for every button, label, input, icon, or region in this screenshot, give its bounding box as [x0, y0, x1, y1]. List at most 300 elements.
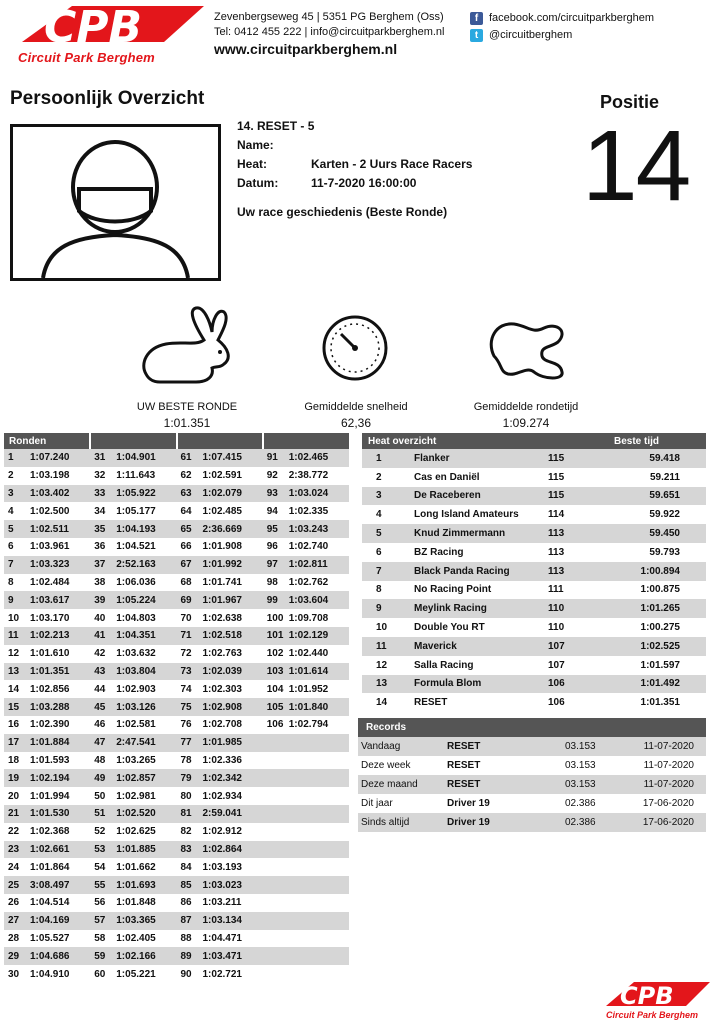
lap-row: [4, 574, 349, 592]
lap-count: 115: [548, 468, 608, 487]
lap-time: 1:02.581: [116, 719, 156, 731]
lap-cell: [90, 716, 176, 734]
lap-number: 48: [94, 754, 106, 766]
twitter-link[interactable]: @circuitberghem: [489, 29, 573, 41]
lap-number: 60: [94, 968, 106, 980]
lap-cell: [4, 787, 90, 805]
lap-number: 75: [180, 701, 192, 713]
lap-number: 8: [8, 576, 14, 588]
facebook-link[interactable]: facebook.com/circuitparkberghem: [489, 12, 655, 24]
lap-time: 2:36.669: [202, 523, 242, 535]
best-time: 1:02.525: [608, 637, 706, 656]
lap-time: 1:02.368: [30, 826, 70, 838]
lap-time: 1:02.591: [202, 470, 242, 482]
lap-cell: [263, 769, 349, 787]
lap-number: 31: [94, 452, 106, 464]
lap-row: [4, 520, 349, 538]
lap-number: 83: [180, 843, 192, 855]
lap-time: 1:01.967: [202, 594, 242, 606]
best-time: 1:01.597: [608, 656, 706, 675]
lap-time: 1:01.848: [116, 897, 156, 909]
lap-time: 1:02.079: [202, 487, 242, 499]
lap-number: 81: [180, 808, 192, 820]
heat-position: 5: [362, 524, 414, 543]
lap-time: 1:01.530: [30, 808, 70, 820]
lap-number: 50: [94, 790, 106, 802]
lap-time: 1:03.265: [116, 754, 156, 766]
lap-row: [4, 591, 349, 609]
record-time: 03.153: [565, 756, 635, 775]
lap-count: 106: [548, 693, 608, 712]
lap-cell: [263, 734, 349, 752]
lap-cell: [177, 841, 263, 859]
lap-row: [4, 841, 349, 859]
lap-cell: [263, 698, 349, 716]
address: Zevenbergseweg 45 | 5351 PG Berghem (Oss): [214, 11, 444, 23]
lap-number: 63: [180, 487, 192, 499]
lap-number: 28: [8, 932, 20, 944]
heat-row: [362, 581, 706, 600]
lap-time: 1:02.465: [288, 452, 329, 464]
driver-title: 14. RESET - 5: [237, 118, 315, 133]
lap-cell: [177, 467, 263, 485]
lap-cell: [177, 912, 263, 930]
lap-cell: [90, 467, 176, 485]
lap-number: 58: [94, 932, 106, 944]
lap-row: [4, 645, 349, 663]
lap-number: 64: [180, 505, 192, 517]
name-label: Name:: [237, 137, 274, 152]
lap-row: [4, 805, 349, 823]
lap-number: 61: [180, 452, 192, 464]
lap-time: 1:02.661: [30, 843, 70, 855]
lap-row: [4, 912, 349, 930]
heat-position: 8: [362, 581, 414, 600]
best-time: 1:01.265: [608, 599, 706, 618]
lap-number: 90: [180, 968, 192, 980]
lap-number: 4: [8, 505, 14, 517]
lap-cell: [177, 627, 263, 645]
datum-value: 11-7-2020 16:00:00: [311, 175, 417, 190]
lap-cell: [90, 520, 176, 538]
lap-cell: [177, 645, 263, 663]
lap-row: [4, 734, 349, 752]
lap-cell: [4, 467, 90, 485]
lap-number: 25: [8, 879, 20, 891]
lap-number: 79: [180, 772, 192, 784]
lap-time: 1:02.500: [30, 505, 70, 517]
best-time: 59.450: [608, 524, 706, 543]
lap-number: 80: [180, 790, 192, 802]
best-time: 59.793: [608, 543, 706, 562]
lap-time: 1:01.992: [202, 559, 242, 571]
lap-number: 69: [180, 594, 192, 606]
lap-time: 1:02.405: [116, 932, 156, 944]
lap-cell: [4, 520, 90, 538]
lap-time: 1:03.211: [202, 897, 242, 909]
record-period: Deze maand: [358, 775, 447, 794]
lap-cell: [4, 734, 90, 752]
team-name: No Racing Point: [414, 581, 548, 600]
heat-header: Heat overzicht: [362, 433, 608, 449]
lap-cell: [263, 591, 349, 609]
record-period: Vandaag: [358, 737, 447, 756]
heat-position: 13: [362, 675, 414, 694]
lap-number: 47: [94, 737, 106, 749]
record-time: 03.153: [565, 775, 635, 794]
lap-cell: [263, 841, 349, 859]
record-date: 17-06-2020: [635, 794, 706, 813]
lap-number: 32: [94, 470, 106, 482]
lap-time: 1:02.336: [202, 754, 242, 766]
lap-cell: [263, 787, 349, 805]
lap-number: 49: [94, 772, 106, 784]
lap-cell: [177, 876, 263, 894]
lap-number: 19: [8, 772, 20, 784]
lap-number: 94: [266, 505, 278, 517]
lap-time: 1:02.864: [202, 843, 242, 855]
lap-cell: [4, 841, 90, 859]
lap-cell: [4, 485, 90, 503]
lap-time: 1:03.288: [30, 701, 70, 713]
lap-time: 1:05.922: [116, 487, 156, 499]
lap-count: 110: [548, 599, 608, 618]
lap-time: 1:03.126: [116, 701, 156, 713]
lap-time: 1:02.342: [202, 772, 242, 784]
heat-position: 6: [362, 543, 414, 562]
lap-time: 1:07.415: [202, 452, 242, 464]
lap-time: 1:02.857: [116, 772, 156, 784]
lap-time: 1:03.402: [30, 487, 70, 499]
lap-number: 101: [266, 630, 284, 642]
lap-cell: [90, 485, 176, 503]
record-period: Sinds altijd: [358, 813, 447, 832]
website-link[interactable]: www.circuitparkberghem.nl: [214, 41, 398, 57]
lap-cell: [90, 894, 176, 912]
lap-cell: [4, 645, 90, 663]
lap-cell: [263, 663, 349, 681]
lap-number: 57: [94, 915, 106, 927]
lap-time: 1:02.166: [116, 950, 156, 962]
lap-time: 1:03.243: [288, 523, 329, 535]
lap-number: 100: [266, 612, 284, 624]
lap-number: 84: [180, 861, 192, 873]
lap-number: 44: [94, 683, 106, 695]
lap-time: 1:02.794: [288, 719, 329, 731]
lap-row: [4, 752, 349, 770]
logo-cpb-text: CPB: [44, 2, 143, 53]
lap-number: 46: [94, 719, 106, 731]
lap-time: 1:03.604: [288, 594, 329, 606]
lap-time: 1:03.170: [30, 612, 70, 624]
best-time: 1:00.894: [608, 562, 706, 581]
lap-time: 1:01.741: [202, 576, 242, 588]
lap-time: 1:01.884: [30, 737, 70, 749]
lap-time: 2:59.041: [202, 808, 242, 820]
lap-cell: [4, 609, 90, 627]
lap-time: 1:02.335: [288, 505, 329, 517]
lap-cell: [263, 467, 349, 485]
lap-cell: [4, 663, 90, 681]
lap-number: 68: [180, 576, 192, 588]
lap-number: 73: [180, 665, 192, 677]
best-time-header: Beste tijd: [608, 433, 706, 449]
lap-cell: [177, 663, 263, 681]
lap-time: 1:03.365: [116, 915, 156, 927]
lap-time: 1:04.803: [116, 612, 156, 624]
lap-cell: [177, 805, 263, 823]
lap-cell: [177, 752, 263, 770]
lap-time: 2:52.163: [116, 559, 156, 571]
lap-number: 93: [266, 487, 278, 499]
lap-number: 99: [266, 594, 278, 606]
lap-number: 34: [94, 505, 106, 517]
lap-number: 35: [94, 523, 106, 535]
lap-number: 77: [180, 737, 192, 749]
team-name: Double You RT: [414, 618, 548, 637]
avg-lap-value: 1:09.274: [502, 416, 550, 430]
heat-row: [362, 637, 706, 656]
lap-time: 1:09.708: [288, 612, 329, 624]
lap-count: 115: [548, 487, 608, 506]
lap-time: 1:02.390: [30, 719, 70, 731]
lap-time: 1:02.762: [288, 576, 329, 588]
heat-row: [362, 599, 706, 618]
lap-number: 106: [266, 719, 284, 731]
lap-time: 1:04.351: [116, 630, 156, 642]
heat-position: 2: [362, 468, 414, 487]
best-time: 1:00.275: [608, 618, 706, 637]
lap-cell: [177, 520, 263, 538]
heat-position: 12: [362, 656, 414, 675]
lap-time: 1:04.193: [116, 523, 156, 535]
record-time: 03.153: [565, 737, 635, 756]
lap-count: 113: [548, 543, 608, 562]
lap-row: [4, 965, 349, 983]
record-date: 11-07-2020: [635, 756, 706, 775]
lap-cell: [177, 930, 263, 948]
lap-row: [4, 609, 349, 627]
lap-time: 1:02.518: [202, 630, 242, 642]
avg-speed-value: 62,36: [340, 416, 372, 430]
lap-time: 1:02.708: [202, 719, 242, 731]
lap-cell: [90, 502, 176, 520]
lap-time: 3:08.497: [30, 879, 70, 891]
heat-row: [362, 693, 706, 712]
lap-cell: [90, 574, 176, 592]
lap-number: 97: [266, 559, 278, 571]
lap-number: 16: [8, 719, 20, 731]
lap-number: 95: [266, 523, 278, 535]
lap-cell: [4, 449, 90, 467]
lap-time: 1:03.961: [30, 541, 70, 553]
lap-number: 26: [8, 897, 20, 909]
lap-number: 15: [8, 701, 20, 713]
lap-time: 1:03.617: [30, 594, 70, 606]
lap-number: 55: [94, 879, 106, 891]
lap-time: 1:02.638: [202, 612, 242, 624]
track-icon: [484, 316, 568, 382]
lap-row: [4, 787, 349, 805]
lap-cell: [90, 965, 176, 983]
helmet-icon: [13, 127, 218, 278]
lap-cell: [90, 787, 176, 805]
lap-time: 1:07.240: [30, 452, 70, 464]
lap-number: 62: [180, 470, 192, 482]
lap-cell: [4, 912, 90, 930]
lap-cell: [90, 876, 176, 894]
lap-row: [4, 449, 349, 467]
lap-count: 111: [548, 581, 608, 600]
lap-cell: [4, 591, 90, 609]
lap-cell: [263, 574, 349, 592]
heat-row: [362, 505, 706, 524]
lap-row: [4, 680, 349, 698]
lap-time: 1:02.912: [202, 826, 242, 838]
team-name: Maverick: [414, 637, 548, 656]
lap-count: 113: [548, 562, 608, 581]
record-holder: Driver 19: [447, 794, 565, 813]
lap-cell: [177, 591, 263, 609]
lap-time: 1:01.693: [116, 879, 156, 891]
lap-time: 1:02.520: [116, 808, 156, 820]
lap-number: 36: [94, 541, 106, 553]
team-name: Black Panda Racing: [414, 562, 548, 581]
lap-time: 1:03.198: [30, 470, 70, 482]
lap-number: 78: [180, 754, 192, 766]
lap-cell: [177, 823, 263, 841]
best-time: 59.211: [608, 468, 706, 487]
lap-cell: [263, 930, 349, 948]
lap-number: 14: [8, 683, 20, 695]
lap-number: 82: [180, 826, 192, 838]
lap-number: 59: [94, 950, 106, 962]
page-title: Persoonlijk Overzicht: [10, 88, 205, 109]
lap-number: 11: [8, 630, 19, 642]
lap-cell: [90, 930, 176, 948]
lap-number: 38: [94, 576, 106, 588]
lap-time: 1:04.471: [202, 932, 242, 944]
lap-cell: [263, 947, 349, 965]
lap-time: 1:02.213: [30, 630, 70, 642]
history-label: Uw race geschiedenis (Beste Ronde): [237, 204, 448, 219]
lap-cell: [4, 876, 90, 894]
position-value: 14: [582, 110, 690, 222]
lap-time: 1:01.864: [30, 861, 70, 873]
lap-number: 10: [8, 612, 20, 624]
lap-number: 45: [94, 701, 106, 713]
lap-time: 1:03.632: [116, 648, 156, 660]
lap-time: 1:02.303: [202, 683, 242, 695]
lap-number: 51: [94, 808, 106, 820]
team-name: RESET: [414, 693, 548, 712]
lap-count: 107: [548, 656, 608, 675]
lap-number: 72: [180, 648, 192, 660]
lap-number: 54: [94, 861, 106, 873]
lap-time: 1:02.484: [30, 576, 70, 588]
lap-number: 23: [8, 843, 20, 855]
lap-time: 1:05.527: [30, 932, 70, 944]
lap-time: 1:04.169: [30, 915, 70, 927]
heat-position: 9: [362, 599, 414, 618]
lap-number: 20: [8, 790, 20, 802]
lap-time: 1:05.177: [116, 505, 156, 517]
lap-time: 1:04.901: [116, 452, 156, 464]
lap-cell: [4, 930, 90, 948]
lap-time: 1:04.910: [30, 968, 70, 980]
lap-time: 1:01.885: [116, 843, 156, 855]
lap-time: 1:03.323: [30, 559, 70, 571]
best-lap-label: UW BESTE RONDE: [136, 401, 238, 413]
lap-row: [4, 823, 349, 841]
team-name: Long Island Amateurs: [414, 505, 548, 524]
best-time: 1:01.351: [608, 693, 706, 712]
footer-brand-name: Circuit Park Berghem: [606, 1010, 699, 1020]
lap-number: 42: [94, 648, 106, 660]
lap-time: 1:06.036: [116, 576, 156, 588]
driver-avatar: [10, 124, 221, 281]
lap-number: 88: [180, 932, 192, 944]
laps-header-blank: [90, 433, 176, 449]
heat-header-row: [362, 433, 706, 449]
lap-number: 70: [180, 612, 192, 624]
lap-time: 1:01.994: [30, 790, 70, 802]
lap-row: [4, 485, 349, 503]
records-header-row: [358, 718, 706, 737]
lap-time: 1:02.934: [202, 790, 242, 802]
lap-number: 13: [8, 665, 20, 677]
lap-number: 12: [8, 648, 20, 660]
lap-row: [4, 538, 349, 556]
best-time: 1:00.875: [608, 581, 706, 600]
heat-row: [362, 562, 706, 581]
lap-cell: [4, 574, 90, 592]
lap-number: 87: [180, 915, 192, 927]
contact-block: [214, 10, 445, 57]
heat-position: 11: [362, 637, 414, 656]
lap-number: 65: [180, 523, 192, 535]
lap-cell: [4, 752, 90, 770]
lap-row: [4, 556, 349, 574]
lap-cell: [177, 609, 263, 627]
record-holder: Driver 19: [447, 813, 565, 832]
heat-position: 7: [362, 562, 414, 581]
lap-time: 1:02.194: [30, 772, 70, 784]
lap-number: 30: [8, 968, 20, 980]
lap-row: [4, 894, 349, 912]
lap-number: 74: [180, 683, 192, 695]
lap-number: 92: [266, 470, 278, 482]
lap-cell: [4, 538, 90, 556]
heat-row: [362, 524, 706, 543]
footer-logo-cpb-text: CPB: [620, 982, 674, 1010]
speedometer-icon: [321, 314, 389, 382]
social-links: [470, 10, 654, 44]
team-name: Formula Blom: [414, 675, 548, 694]
facebook-icon: f: [470, 12, 483, 25]
lap-cell: [90, 645, 176, 663]
lap-number: 89: [180, 950, 192, 962]
lap-cell: [263, 716, 349, 734]
lap-cell: [177, 858, 263, 876]
lap-cell: [263, 858, 349, 876]
lap-cell: [4, 716, 90, 734]
lap-time: 1:02.981: [116, 790, 156, 802]
lap-number: 71: [180, 630, 192, 642]
lap-cell: [4, 805, 90, 823]
lap-time: 1:01.614: [288, 665, 329, 677]
lap-time: 1:11.643: [116, 470, 156, 482]
